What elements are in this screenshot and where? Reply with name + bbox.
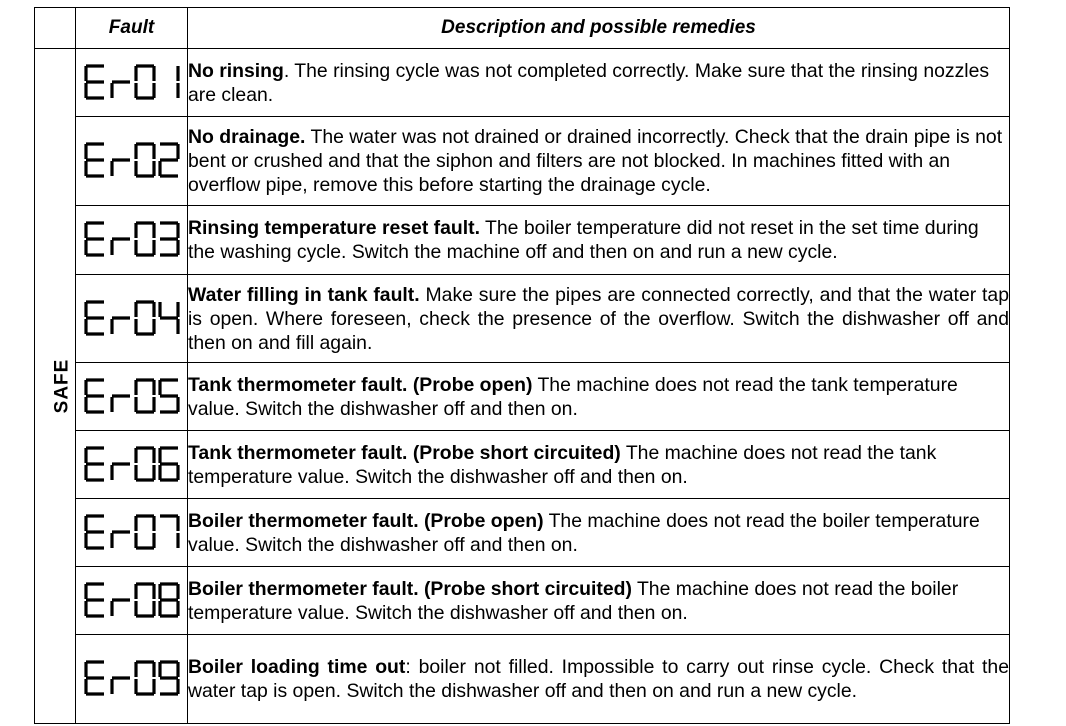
fault-code-display — [76, 378, 187, 416]
fault-code-display — [76, 221, 187, 259]
fault-row — [35, 49, 1010, 117]
fault-text: The machine does not read the tank temperature value. Switch the dishwasher off and then on. — [188, 441, 937, 488]
fault-code-display — [76, 446, 187, 484]
category-label: SAFE — [51, 358, 73, 414]
fault-description — [188, 499, 1010, 567]
fault-code-display — [76, 660, 187, 698]
header-category — [35, 8, 76, 49]
fault-text: Make sure the pipes are connected correctly, and that the water tap is open. Where foreseen, check the presence of the overflow. Switch the dishwasher off and then on and fill again. — [188, 283, 1009, 354]
fault-text: The water was not drained or drained incorrectly. Check that the drain pipe is not bent or crushed and that the siphon and filters are not blocked. In machines fitted with an overflow pipe, remove this before starting the drainage cycle. — [188, 126, 1003, 196]
fault-description — [188, 363, 1010, 431]
fault-title: Tank thermometer fault. (Probe short circuited) — [188, 441, 621, 464]
fault-code-cell — [76, 49, 188, 117]
fault-row — [35, 567, 1010, 635]
fault-row — [35, 363, 1010, 431]
fault-code-cell — [76, 431, 188, 499]
fault-title: No drainage. — [188, 126, 306, 148]
fault-text: The machine does not read the tank temperature value. Switch the dishwasher off and then on. — [188, 373, 958, 420]
fault-text: The boiler temperature did not reset in the set time during the washing cycle. Switch the machine off and then on and run a new cycle. — [188, 217, 979, 263]
fault-code-cell — [76, 499, 188, 567]
fault-description — [188, 275, 1010, 363]
fault-text: The machine does not read the boiler temperature value. Switch the dishwasher off and then on. — [188, 509, 980, 556]
header-fault: Fault — [76, 8, 188, 49]
fault-title: Tank thermometer fault. (Probe open) — [188, 373, 533, 396]
fault-description — [188, 635, 1010, 724]
fault-table — [34, 7, 1010, 724]
fault-row — [35, 499, 1010, 567]
fault-title: Boiler thermometer fault. (Probe open) — [188, 509, 544, 532]
fault-code-cell — [76, 635, 188, 724]
fault-description — [188, 567, 1010, 635]
fault-title: Boiler thermometer fault. (Probe short circuited) — [188, 577, 632, 600]
fault-text: . The rinsing cycle was not completed correctly. Make sure that the rinsing nozzles are clean. — [188, 59, 990, 106]
category-cell — [35, 49, 76, 724]
header-row — [35, 8, 1010, 49]
fault-row — [35, 206, 1010, 275]
fault-row — [35, 117, 1010, 206]
fault-code-cell — [76, 363, 188, 431]
fault-code-cell — [76, 567, 188, 635]
fault-title: Boiler loading time out — [188, 656, 406, 678]
fault-description — [188, 206, 1010, 275]
fault-code-display — [76, 64, 187, 102]
fault-row — [35, 275, 1010, 363]
header-description: Description and possible remedies — [188, 8, 1010, 49]
fault-text: : boiler not filled. Impossible to carry out rinse cycle. Check that the water tap is open. Switch the dishwasher off and then on and run a new cycle. — [188, 656, 1009, 702]
fault-description — [188, 49, 1010, 117]
fault-code-cell — [76, 206, 188, 275]
fault-row — [35, 431, 1010, 499]
fault-text: The machine does not read the boiler temperature value. Switch the dishwasher off and then on. — [188, 577, 959, 624]
fault-code-display — [76, 582, 187, 620]
fault-code-display — [76, 142, 187, 180]
fault-code-display — [76, 514, 187, 552]
fault-code-cell — [76, 117, 188, 206]
fault-title: Rinsing temperature reset fault. — [188, 217, 481, 239]
fault-row — [35, 635, 1010, 724]
fault-title: Water filling in tank fault. — [188, 283, 420, 306]
fault-description — [188, 431, 1010, 499]
fault-code-display — [76, 300, 187, 338]
fault-description — [188, 117, 1010, 206]
fault-title: No rinsing — [188, 59, 284, 82]
fault-code-cell — [76, 275, 188, 363]
